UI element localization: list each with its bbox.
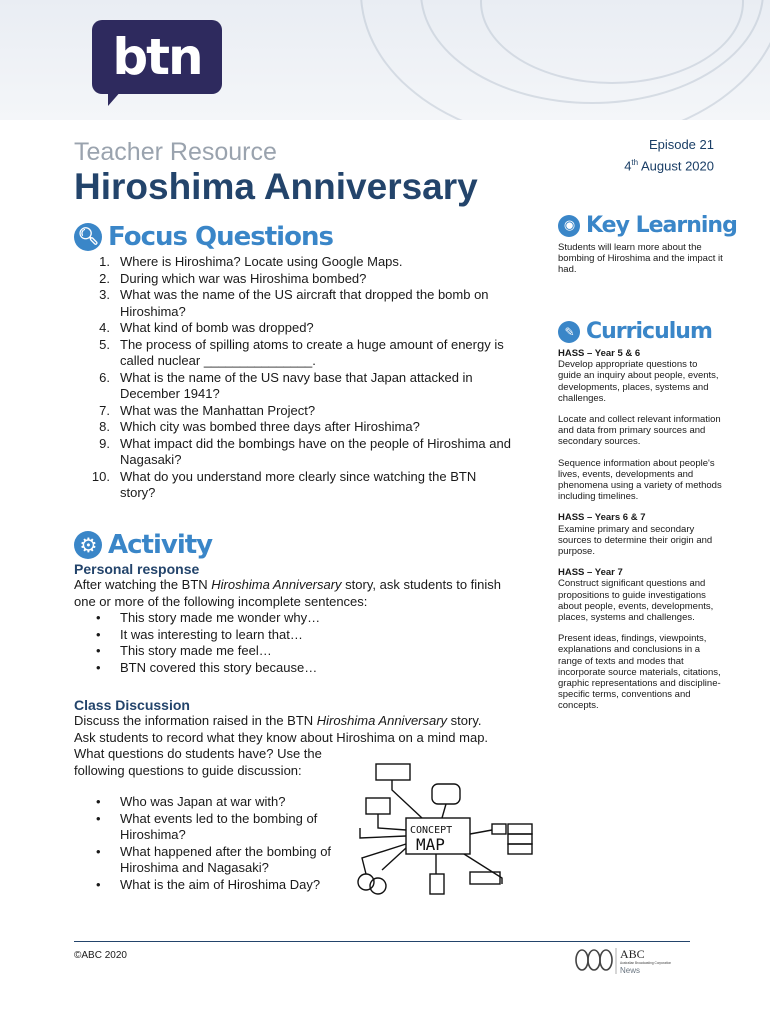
curriculum-icon: ✎ xyxy=(558,321,580,343)
intro-text: Discuss the information raised in the BTN xyxy=(74,713,317,728)
date-rest: August 2020 xyxy=(638,158,714,174)
discussion-line-3: What questions do students have? Use the xyxy=(74,746,322,761)
question-text: The process of spilling atoms to create a huge amount of energy is called nuclear _______________. xyxy=(120,336,504,368)
concept-map-node xyxy=(432,784,460,804)
bullet: • xyxy=(96,843,101,859)
discussion-question-text: What is the aim of Hiroshima Day? xyxy=(120,876,321,892)
question-text: What is the name of the US navy base that Japan attacked in December 1941? xyxy=(120,369,473,401)
question-number: 1. xyxy=(99,254,110,269)
activity-heading xyxy=(74,530,212,560)
abc-news-logo xyxy=(574,946,684,976)
key-learning-label: Key Learning xyxy=(586,213,737,238)
question-text: What was the name of the US aircraft that dropped the bomb on Hiroshima? xyxy=(120,287,489,319)
curriculum-outcome: Construct significant questions and propositions to guide investigations about people, events, developments, places, systems and challenges. xyxy=(558,578,714,624)
question-number: 10. xyxy=(91,468,110,484)
intro-text: story. xyxy=(447,713,482,728)
discussion-question-text: What happened after the bombing of Hiroshima and Nagasaki? xyxy=(120,843,332,875)
date-suffix: th xyxy=(631,158,639,167)
curriculum-outcome: Sequence information about people's lives, events, developments and phenomena using a variety of methods including timelines. xyxy=(558,457,722,503)
sentence-starter-text: This story made me feel… xyxy=(120,643,272,658)
personal-response-heading: Personal response xyxy=(74,561,200,577)
sentence-starter xyxy=(96,660,320,677)
focus-questions-list xyxy=(74,254,514,502)
intro-text: After watching the BTN xyxy=(74,577,212,592)
focus-question xyxy=(74,337,514,370)
curriculum-outcome: Locate and collect relevant information and data from primary sources and secondary sources. xyxy=(558,414,721,448)
curriculum-block xyxy=(558,512,723,557)
abc-full-text: Australian Broadcasting Corporation xyxy=(620,961,672,965)
concept-map-node xyxy=(430,874,444,894)
question-number: 6. xyxy=(99,369,110,385)
intro-text: story, ask students to finish one or more of the following incomplete sentences: xyxy=(74,577,502,609)
curriculum-subject: HASS – Year 7 xyxy=(558,567,623,579)
focus-question xyxy=(74,370,514,403)
episode-number: Episode 21 xyxy=(648,137,714,152)
focus-question xyxy=(74,419,514,436)
focus-question xyxy=(74,254,514,271)
question-number: 7. xyxy=(99,402,110,418)
key-learning-heading xyxy=(558,213,737,238)
focus-questions-label: Focus Questions xyxy=(108,222,333,252)
focus-question xyxy=(74,320,514,337)
personal-response-list xyxy=(96,610,320,676)
bullet: • xyxy=(96,659,101,675)
sentence-starter-text: This story made me wonder why… xyxy=(120,610,321,625)
doc-subtitle: Teacher Resource xyxy=(74,138,277,166)
focus-question xyxy=(74,436,514,469)
discussion-line-2: Ask students to record what they know about Hiroshima on a mind map. xyxy=(74,729,489,745)
btn-logo-text: btn xyxy=(112,28,202,86)
footer-divider xyxy=(74,941,690,942)
curriculum-heading xyxy=(558,319,712,344)
concept-map-node xyxy=(366,798,390,814)
focus-question xyxy=(74,469,514,502)
concept-map-label: MAP xyxy=(416,835,445,854)
class-discussion-heading: Class Discussion xyxy=(74,697,190,713)
sentence-starter-text: BTN covered this story because… xyxy=(120,659,318,675)
story-name: Hiroshima Anniversary xyxy=(211,577,342,592)
concept-map-node xyxy=(376,764,410,780)
question-text: What do you understand more clearly since watching the BTN story? xyxy=(120,468,477,500)
curriculum-block xyxy=(558,567,723,623)
class-discussion-list xyxy=(96,794,336,893)
bullet: • xyxy=(96,794,101,809)
discussion-question xyxy=(96,811,336,844)
bullet: • xyxy=(96,643,101,658)
discussion-question-text: What events led to the bombing of Hiroshima? xyxy=(120,810,318,842)
focus-question xyxy=(74,403,514,420)
focus-questions-heading xyxy=(74,222,333,252)
discussion-question-text: Who was Japan at war with? xyxy=(120,794,286,809)
discussion-line-4: following questions to guide discussion: xyxy=(74,762,302,778)
bullet: • xyxy=(96,876,101,892)
question-text: What kind of bomb was dropped? xyxy=(120,320,314,335)
gear-icon: ⚙ xyxy=(74,531,102,559)
curriculum-block xyxy=(558,348,723,404)
curriculum-subject: HASS – Years 6 & 7 xyxy=(558,512,646,524)
curriculum-block xyxy=(558,414,723,448)
key-learning-text: Students will learn more about the bombing of Hiroshima and the impact it had. xyxy=(558,242,723,276)
curriculum-subject: HASS – Year 5 & 6 xyxy=(558,348,641,359)
question-number: 3. xyxy=(99,287,110,302)
curriculum-outcome: Develop appropriate questions to guide an inquiry about people, events, developments, places, systems and challenges. xyxy=(558,359,719,404)
focus-question xyxy=(74,287,514,320)
bullet: • xyxy=(96,610,101,625)
sentence-starter xyxy=(96,610,320,627)
question-text: During which war was Hiroshima bombed? xyxy=(120,270,367,286)
key-icon: ◉ xyxy=(558,215,580,237)
sentence-starter xyxy=(96,643,320,660)
curriculum-block xyxy=(558,458,723,503)
magnifier-icon: 🔍︎ xyxy=(74,223,102,251)
concept-map-node xyxy=(492,824,506,834)
copyright: ©ABC 2020 xyxy=(74,950,127,961)
focus-question xyxy=(74,271,514,288)
question-text: What was the Manhattan Project? xyxy=(120,402,316,418)
story-name: Hiroshima Anniversary xyxy=(316,713,448,728)
question-number: 9. xyxy=(99,435,110,451)
question-number: 4. xyxy=(99,320,110,335)
question-number: 2. xyxy=(99,270,110,286)
activity-label: Activity xyxy=(108,530,213,560)
discussion-question xyxy=(96,844,336,877)
question-text: Where is Hiroshima? Locate using Google Maps. xyxy=(120,254,403,269)
curriculum-outcome: Examine primary and secondary sources to determine their origin and purpose. xyxy=(558,523,713,558)
concept-map-label: CONCEPT xyxy=(410,825,453,836)
concept-map-illustration xyxy=(352,760,542,900)
discussion-question xyxy=(96,877,336,894)
abc-text: ABC xyxy=(620,947,645,961)
discussion-question xyxy=(96,794,336,811)
bullet: • xyxy=(96,626,101,642)
curriculum-outcome: Present ideas, findings, viewpoints, explanations and conclusions in a range of texts and modes that incorporate source materials, citations, graphic representations and discipline-specific terms, conventions and concepts. xyxy=(558,633,721,712)
discussion-line-1 xyxy=(74,713,534,730)
bullet: • xyxy=(96,810,101,826)
curriculum-block xyxy=(558,633,723,711)
curriculum-blocks xyxy=(558,348,723,722)
curriculum-label: Curriculum xyxy=(586,319,712,344)
doc-title: Hiroshima Anniversary xyxy=(74,166,478,207)
question-text: Which city was bombed three days after Hiroshima? xyxy=(120,419,420,434)
date-day: 4 xyxy=(624,158,632,174)
episode-info xyxy=(624,136,714,175)
question-text: What impact did the bombings have on the people of Hiroshima and Nagasaki? xyxy=(120,435,511,467)
question-number: 5. xyxy=(99,336,110,352)
sentence-starter xyxy=(96,627,320,644)
question-number: 8. xyxy=(99,419,110,434)
episode-date xyxy=(624,154,714,175)
sentence-starter-text: It was interesting to learn that… xyxy=(120,626,303,642)
personal-response-intro xyxy=(74,577,514,610)
news-text: News xyxy=(620,966,641,975)
